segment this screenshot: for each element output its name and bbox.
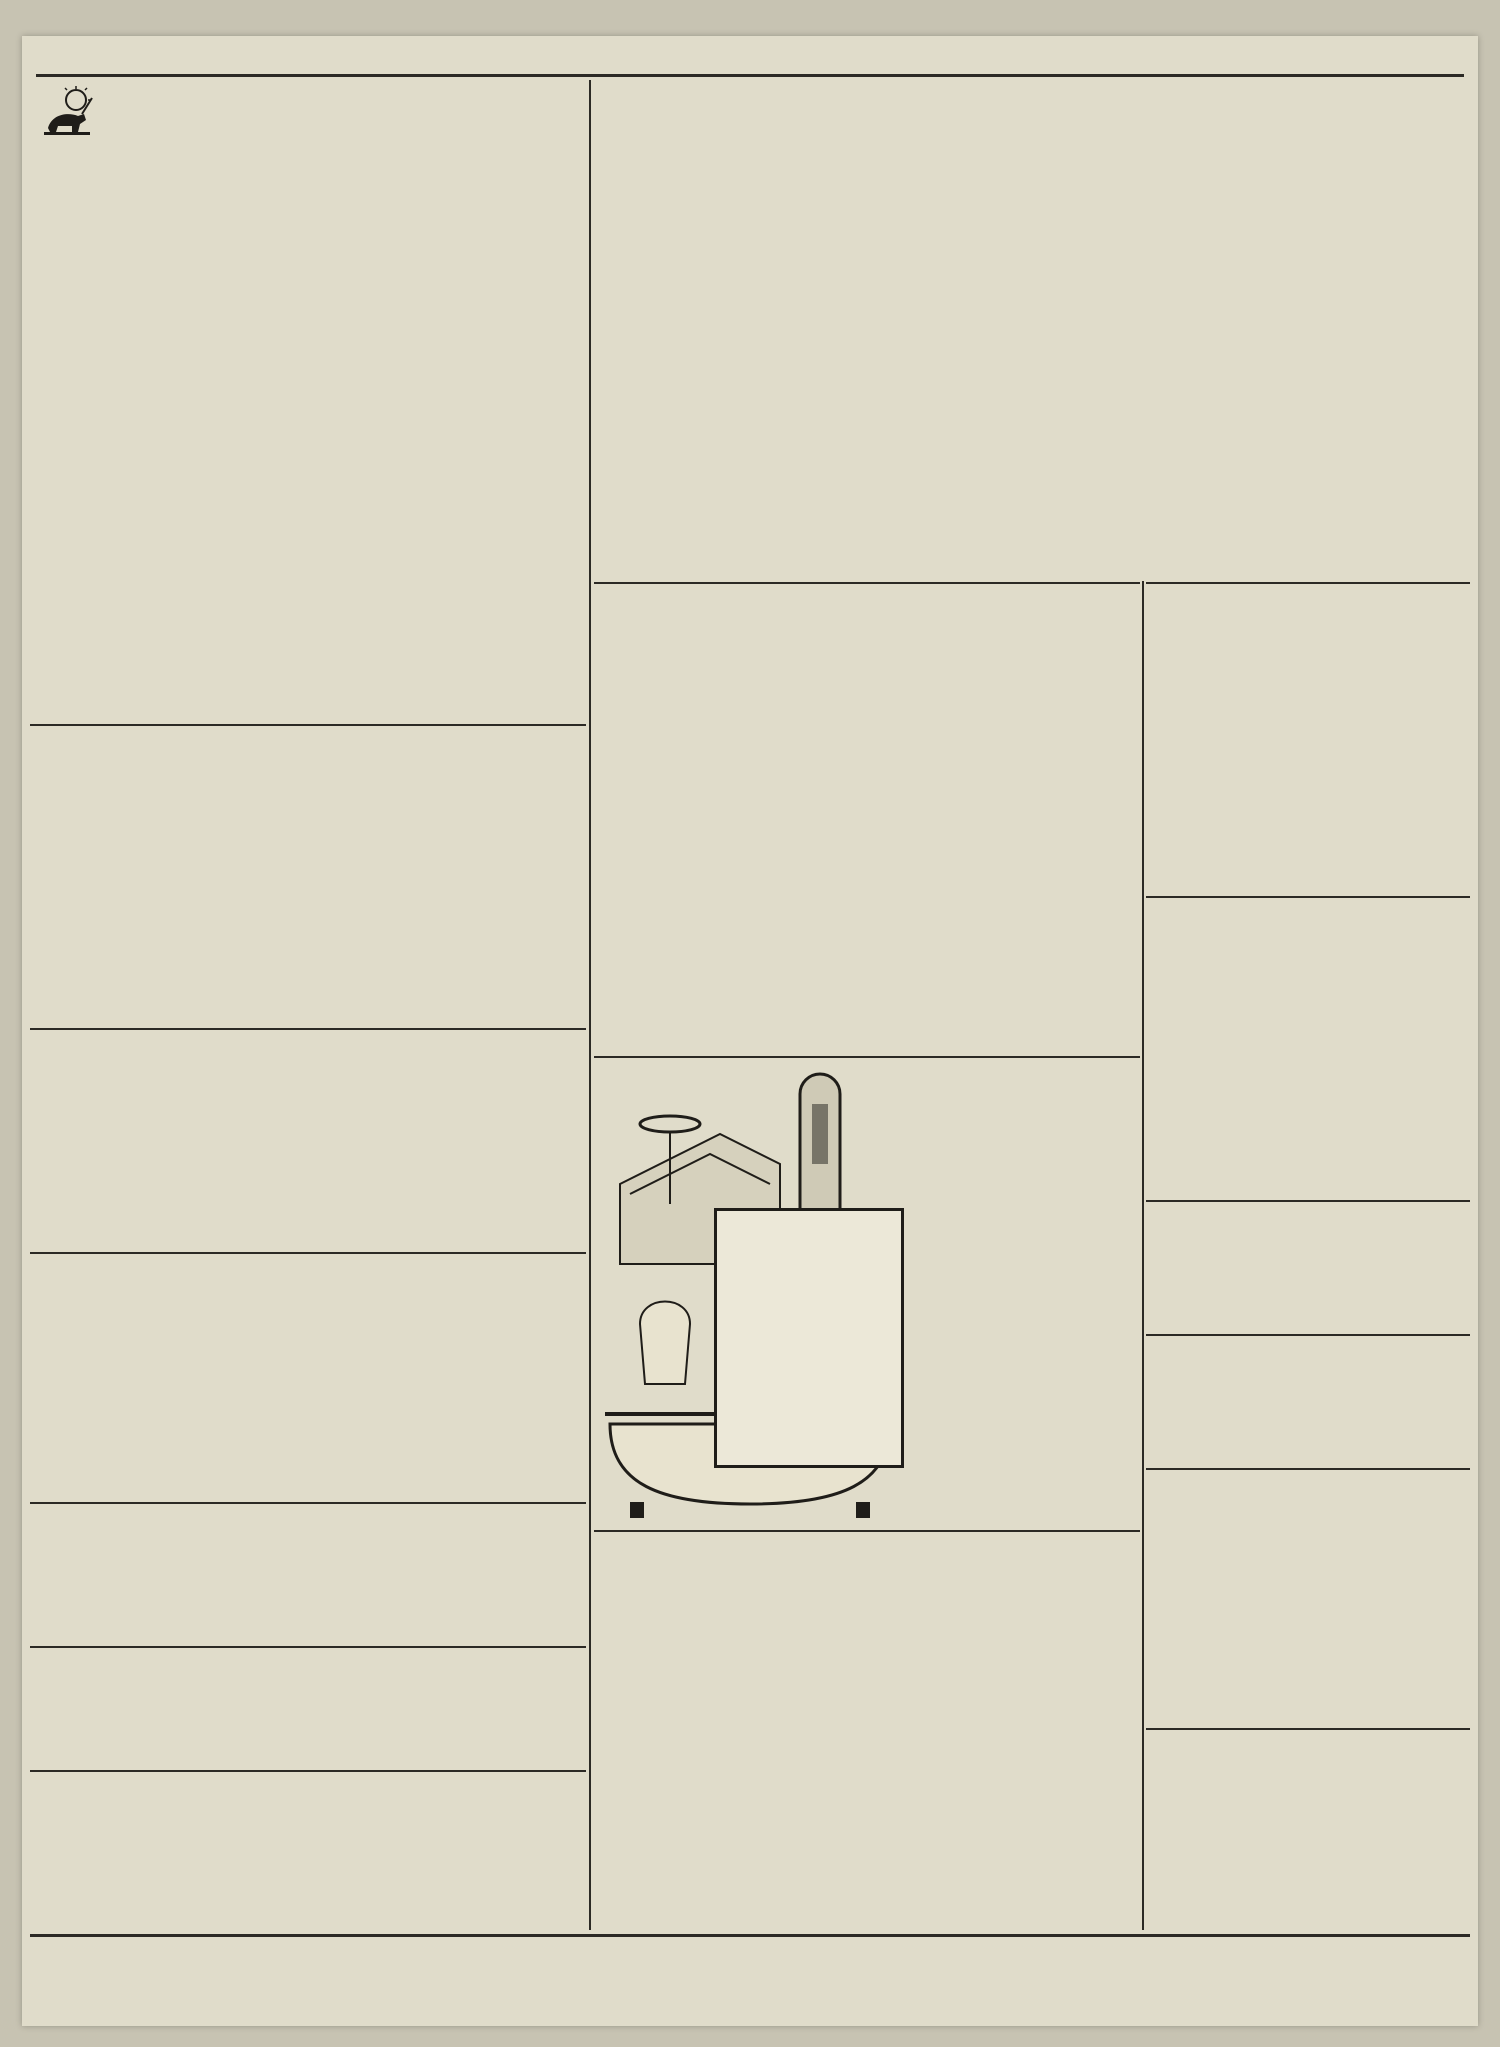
cars-ad	[30, 1770, 586, 1930]
emblem-row	[38, 84, 578, 140]
bank-ad	[30, 1252, 586, 1498]
ahadi-ad	[30, 1502, 586, 1642]
zahmat-ad	[1146, 1728, 1470, 1930]
journal-ad	[1146, 1200, 1470, 1330]
column-rule-left	[589, 80, 591, 1930]
tender-city-ad	[594, 1530, 1140, 1930]
lion-and-sun-emblem-icon	[38, 84, 98, 138]
bath-ad	[594, 1056, 1140, 1526]
history-ad	[1146, 1468, 1470, 1724]
notice2-ad	[1146, 896, 1470, 1196]
bath-frame-box	[714, 1208, 904, 1468]
etehad-ad	[30, 724, 586, 1024]
war-ministry-ad	[30, 80, 586, 720]
tender-left-ad	[30, 1028, 586, 1248]
column-rule-right	[1142, 581, 1144, 1930]
footer-rule	[30, 1934, 1470, 1937]
masthead-rule	[36, 74, 1464, 77]
notice1-ad	[1146, 582, 1470, 892]
tender-mid-ad	[594, 582, 1140, 1052]
shekamband-ad	[1146, 1334, 1470, 1464]
cinema-banner	[30, 1942, 1470, 2014]
doctor-ad	[30, 1646, 586, 1766]
newspaper-page	[22, 36, 1478, 2026]
masthead	[62, 40, 1438, 70]
